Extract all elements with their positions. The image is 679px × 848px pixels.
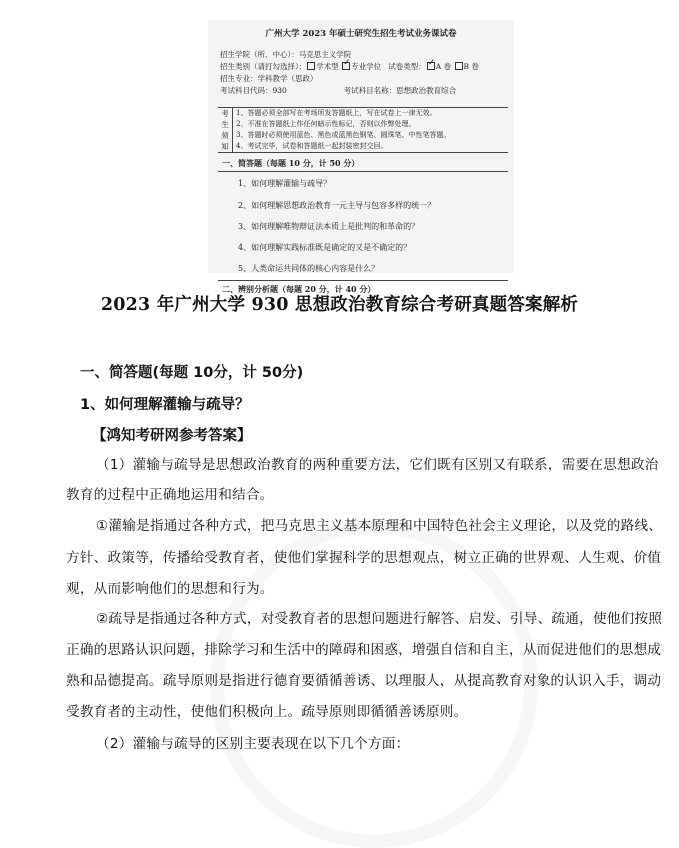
scan-section-1: 一、简答题（每题 10 分，计 50 分）: [222, 158, 360, 168]
notice-side-char: 知: [221, 142, 229, 151]
body-line: 观，从而影响他们的思想和行为。: [66, 581, 274, 597]
body-line: ①灌输是指通过各种方式，把马克思主义基本原理和中国特色社会主义理论，以及党的路线、: [96, 518, 663, 534]
scan-question: 2、如何理解思想政治教育一元主导与包容多样的统一？: [238, 201, 436, 210]
scan-subject-name: 考试科目名称：思想政治教育综合: [343, 86, 457, 95]
body-line: （1）灌输与疏导是思想政治教育的两种重要方法，它们既有区别又有联系，需要在思想政治: [96, 457, 659, 473]
scan-question: 1、如何理解灌输与疏导？: [238, 179, 332, 188]
notice-side-char: 生: [221, 120, 229, 129]
scan-paper-b: B 卷: [463, 62, 479, 71]
notice-side-char: 考: [221, 109, 229, 118]
scan-notice-item: 4、考试完毕，试卷和答题纸一起封装密封交回。: [236, 142, 388, 150]
scan-section-2: 二、辨别分析题（每题 20 分，计 40 分）: [222, 284, 376, 294]
scan-college: 招生学院（所、中心）：马克思主义学院: [220, 50, 352, 59]
scan-major: 招生专业：学科教学（思政）: [220, 74, 318, 83]
scan-category-label: 招生类别（请打勾选择）：: [220, 62, 307, 71]
scan-question: 5、人类命运共同体的核心内容是什么？: [238, 264, 380, 273]
scan-subject-code: 考试科目代码：930: [220, 86, 287, 95]
body-line: （2）灌输与疏导的区别主要表现在以下几个方面：: [96, 736, 410, 752]
scan-notice-item: 3、答题时必须使用蓝色、黑色或蓝黑色钢笔、圆珠笔、中性笔答题。: [236, 131, 451, 139]
body-line: 熟和品德提高。疏导原则是指进行德育要循循善诱、以理服人，从提高教育对象的认识入手，调动: [66, 673, 662, 689]
body-line: 教育的过程中正确地运用和结合。: [66, 487, 274, 503]
body-line: 方针、政策等，传播给受教育者，使他们掌握科学的思想观点，树立正确的世界观、人生观、价值: [66, 550, 662, 566]
question-heading: 1、如何理解灌输与疏导？: [80, 397, 250, 413]
scan-academic: 学术型: [316, 62, 339, 71]
scan-question: 3、如何理解唯物辩证法本质上是批判的和革命的？: [238, 222, 420, 231]
scan-professional: 专业学位: [351, 62, 382, 71]
scan-title: 广州大学 2023 年硕士研究生招生考试业务课试卷: [265, 29, 457, 39]
scan-paper-type-label: 试卷类型：: [388, 62, 426, 71]
scan-notice-item: 2、不准在答题纸上作任何暗示性标记，否则以作弊处理。: [236, 120, 416, 128]
body-line: 受教育者的主动性，使他们积极向上。疏导原则即循循善诱原则。: [66, 704, 468, 720]
notice-side-char: 须: [221, 131, 229, 140]
scan-notice-item: 1、答题必须全部写在考场所发答题纸上，写在试卷上一律无效。: [236, 109, 437, 117]
answer-source-label: 【鸿知考研网参考答案】: [92, 428, 252, 444]
section-heading: 一、简答题(每题 10分，计 50分): [80, 365, 304, 381]
body-line: 正确的思路认识问题，排除学习和生活中的障碍和困惑，增强自信和自主，从而促进他们的思想成: [66, 642, 662, 658]
document-title: 2023 年广州大学 930 思想政治教育综合考研真题答案解析: [100, 295, 579, 315]
scan-paper-a: A 卷: [435, 62, 452, 71]
body-line: ②疏导是指通过各种方式，对受教育者的思想问题进行解答、启发、引导、疏通，使他们按照: [96, 611, 663, 627]
scan-question: 4、如何理解实践标准既是确定的又是不确定的？: [238, 243, 412, 252]
